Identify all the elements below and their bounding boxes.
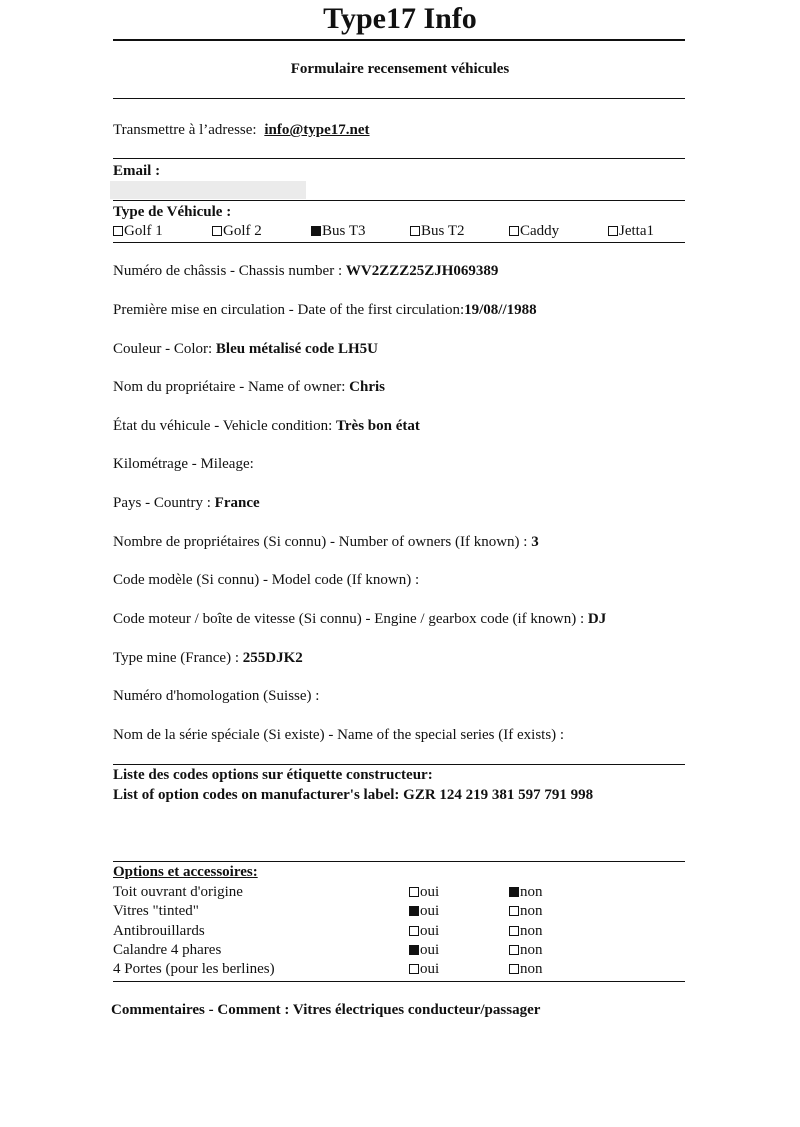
accessory-oui-checkbox[interactable]: [409, 945, 419, 955]
accessory-oui-label: oui: [420, 961, 440, 978]
option-codes-line: [113, 787, 593, 804]
vehicle-type-label: Type de Véhicule :: [113, 204, 232, 220]
divider: [113, 861, 685, 862]
accessory-non-option[interactable]: [509, 884, 543, 901]
accessory-non-checkbox[interactable]: [509, 964, 519, 974]
comments-label: Commentaires - Comment :: [111, 1002, 290, 1018]
special-series-field: [113, 727, 564, 744]
color-value: Bleu métalisé code LH5U: [215, 341, 378, 357]
vehicle-option-label: Jetta1: [619, 223, 654, 239]
address-label: Transmettre à l’adresse:: [113, 122, 257, 138]
divider: [113, 981, 685, 982]
accessory-non-checkbox[interactable]: [509, 906, 519, 916]
vehicle-option[interactable]: [410, 223, 464, 240]
accessory-non-label: non: [520, 941, 543, 958]
accessory-non-option[interactable]: [509, 961, 543, 978]
condition-field: [113, 418, 420, 435]
accessory-oui-label: oui: [420, 903, 440, 920]
engine-code-field: [113, 611, 606, 628]
comments-value: Vitres électriques conducteur/passager: [292, 1002, 541, 1018]
mileage-label: Kilométrage - Mileage:: [113, 456, 254, 472]
page-title: Type17 Info: [323, 2, 477, 35]
accessory-non-option[interactable]: [509, 923, 543, 940]
divider: [113, 242, 685, 243]
country-field: [113, 495, 260, 512]
accessory-non-label: non: [520, 922, 543, 939]
chassis-value: WV2ZZZ25ZJH069389: [345, 263, 499, 279]
accessory-row: [113, 903, 673, 922]
vehicle-option[interactable]: [509, 223, 559, 240]
vehicle-option[interactable]: [113, 223, 163, 240]
vehicle-option-checkbox[interactable]: [212, 226, 222, 236]
vehicle-option-checkbox[interactable]: [608, 226, 618, 236]
engine-code-label: Code moteur / boîte de vitesse (Si connu) - Engine / gearbox code (if known) :: [113, 611, 585, 627]
accessory-row: [113, 961, 673, 980]
accessory-row: [113, 923, 673, 942]
accessory-oui-checkbox[interactable]: [409, 906, 419, 916]
special-series-label: Nom de la série spéciale (Si existe) - Name of the special series (If exists) :: [113, 727, 565, 743]
owners-count-field: [113, 534, 539, 551]
accessories-title: Options et accessoires:: [113, 864, 258, 880]
address-line: [113, 122, 370, 139]
country-label: Pays - Country :: [113, 495, 211, 511]
accessory-oui-option[interactable]: [409, 923, 439, 940]
vehicle-option-checkbox[interactable]: [311, 226, 321, 236]
owner-field: [113, 379, 385, 396]
engine-code-value: DJ: [587, 611, 607, 627]
vehicle-option-checkbox[interactable]: [410, 226, 420, 236]
accessory-oui-checkbox[interactable]: [409, 887, 419, 897]
accessory-label: 4 Portes (pour les berlines): [113, 961, 275, 978]
homologation-label: Numéro d'homologation (Suisse) :: [113, 688, 320, 704]
vehicle-option-label: Golf 1: [124, 223, 163, 239]
address-email-link[interactable]: info@type17.net: [264, 122, 370, 138]
type-mine-label: Type mine (France) :: [113, 650, 239, 666]
accessory-label: Antibrouillards: [113, 922, 205, 939]
mileage-field: [113, 456, 254, 473]
owners-count-value: 3: [531, 534, 539, 550]
model-code-field: [113, 572, 419, 589]
vehicle-option[interactable]: [212, 223, 262, 240]
accessory-non-label: non: [520, 961, 543, 978]
accessory-label: Vitres "tinted": [113, 903, 199, 920]
email-label: Email :: [113, 163, 161, 179]
chassis-field: [113, 263, 498, 280]
type-mine-field: [113, 650, 303, 667]
divider: [113, 39, 685, 41]
form-subtitle: Formulaire recensement véhicules: [290, 61, 510, 77]
divider: [113, 764, 685, 765]
accessory-oui-checkbox[interactable]: [409, 964, 419, 974]
first-circulation-value: 19/08//1988: [464, 302, 537, 318]
accessory-non-checkbox[interactable]: [509, 887, 519, 897]
accessory-label: Calandre 4 phares: [113, 941, 222, 958]
vehicle-option-label: Bus T3: [322, 223, 366, 239]
accessory-oui-option[interactable]: [409, 903, 439, 920]
option-codes-value: GZR 124 219 381 597 791 998: [403, 787, 594, 803]
condition-value: Très bon état: [336, 418, 420, 434]
accessory-row: [113, 884, 673, 903]
accessory-label: Toit ouvrant d'origine: [113, 884, 243, 900]
accessory-oui-label: oui: [420, 922, 440, 939]
comments-field: [111, 1002, 540, 1019]
owner-value: Chris: [349, 379, 386, 395]
accessory-non-label: non: [520, 903, 543, 920]
accessory-non-checkbox[interactable]: [509, 945, 519, 955]
accessory-non-option[interactable]: [509, 942, 543, 959]
accessory-oui-label: oui: [420, 884, 440, 900]
vehicle-option[interactable]: [608, 223, 654, 240]
vehicle-option-checkbox[interactable]: [509, 226, 519, 236]
accessory-oui-option[interactable]: [409, 942, 439, 959]
accessory-oui-label: oui: [420, 941, 440, 958]
country-value: France: [214, 495, 260, 511]
email-field[interactable]: [110, 181, 306, 199]
vehicle-option-label: Golf 2: [223, 223, 262, 239]
divider: [113, 98, 685, 99]
chassis-label: Numéro de châssis - Chassis number :: [113, 263, 343, 279]
accessory-oui-option[interactable]: [409, 884, 439, 901]
accessory-oui-option[interactable]: [409, 961, 439, 978]
first-circulation-label: Première mise en circulation - Date of the first circulation:: [113, 302, 465, 318]
vehicle-option[interactable]: [311, 223, 365, 240]
accessory-non-checkbox[interactable]: [509, 926, 519, 936]
condition-label: État du véhicule - Vehicle condition:: [113, 418, 333, 434]
accessory-oui-checkbox[interactable]: [409, 926, 419, 936]
accessory-non-label: non: [520, 884, 543, 900]
divider: [113, 200, 685, 201]
vehicle-option-label: Caddy: [520, 223, 560, 239]
vehicle-option-checkbox[interactable]: [113, 226, 123, 236]
owners-count-label: Nombre de propriétaires (Si connu) - Number of owners (If known) :: [113, 534, 528, 550]
option-codes-label-fr: Liste des codes options sur étiquette constructeur:: [113, 767, 433, 783]
color-label: Couleur - Color:: [113, 341, 213, 357]
first-circulation-field: [113, 302, 537, 319]
owner-label: Nom du propriétaire - Name of owner:: [113, 379, 346, 395]
type-mine-value: 255DJK2: [242, 650, 303, 666]
accessory-row: [113, 942, 673, 961]
divider: [113, 158, 685, 159]
color-field: [113, 341, 378, 358]
homologation-field: [113, 688, 319, 705]
option-codes-label-en: List of option codes on manufacturer's label:: [113, 787, 400, 803]
accessory-non-option[interactable]: [509, 903, 543, 920]
vehicle-option-label: Bus T2: [421, 223, 465, 239]
model-code-label: Code modèle (Si connu) - Model code (If known) :: [113, 572, 420, 588]
